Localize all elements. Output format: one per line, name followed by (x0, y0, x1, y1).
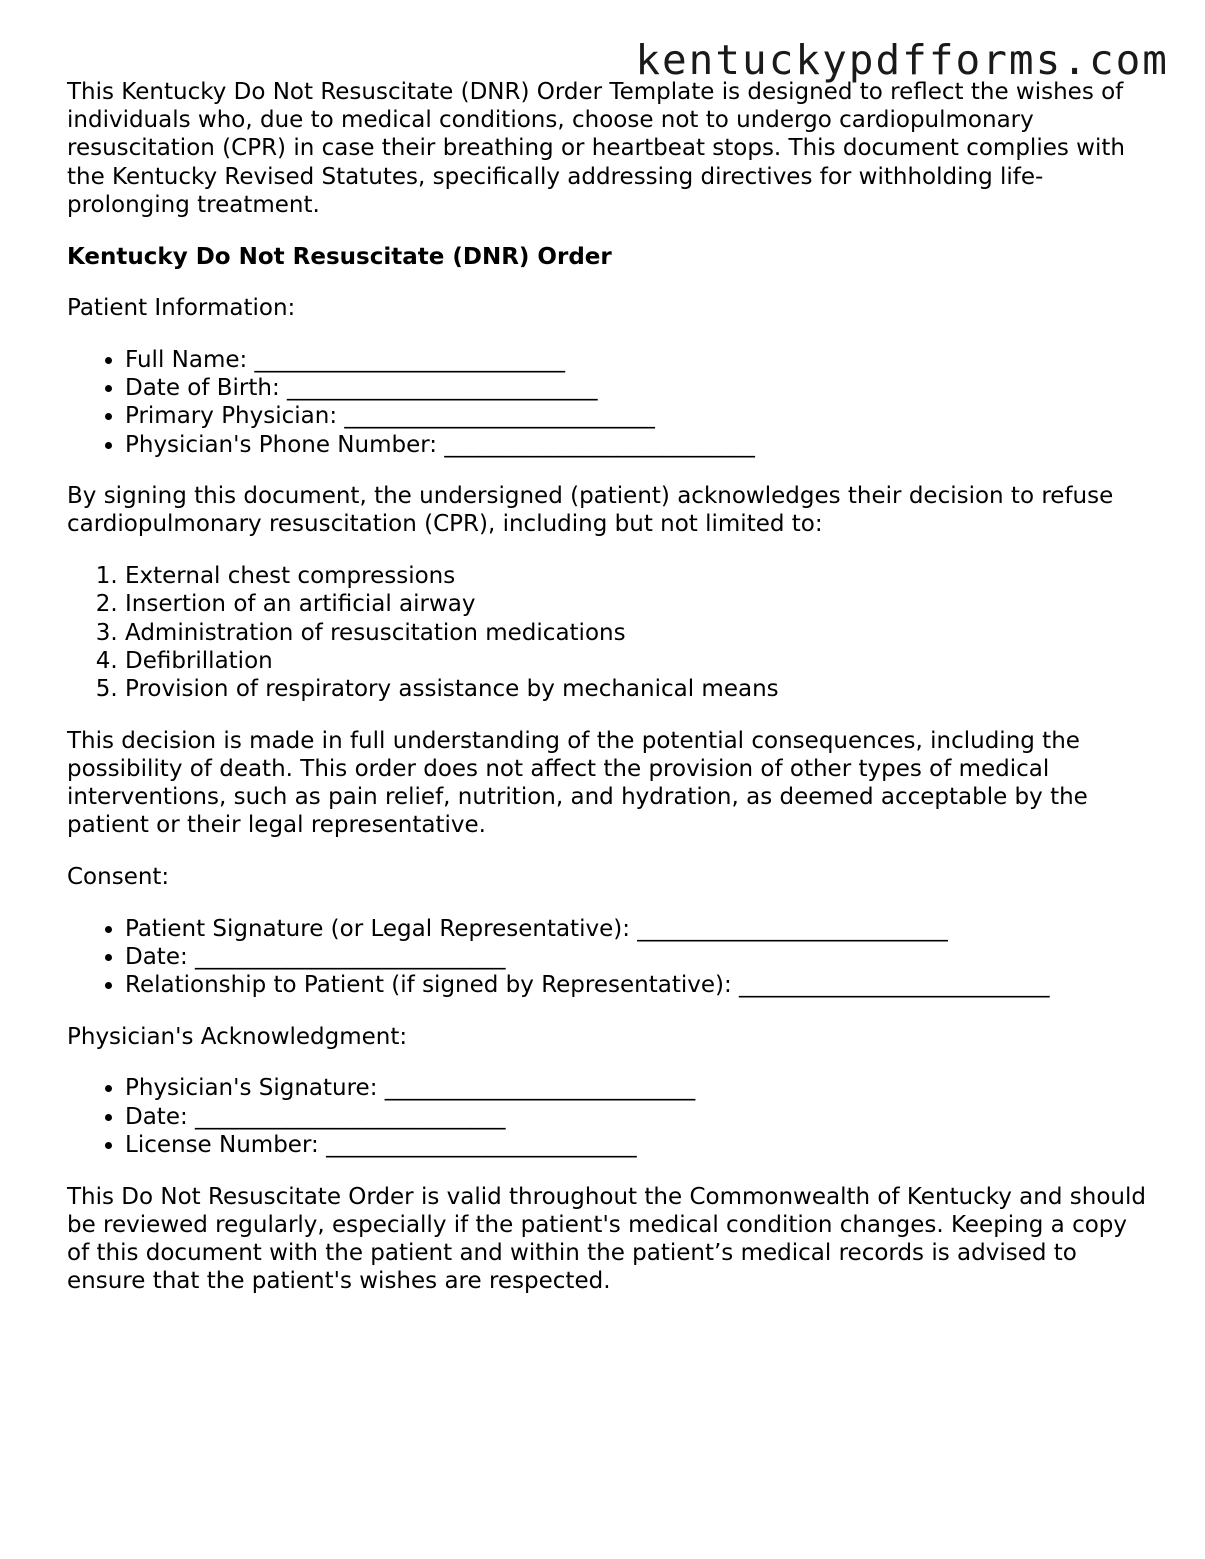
patient-info-label: Patient Information: (67, 295, 296, 322)
physician-ack-list (67, 1074, 1147, 1159)
document-title: Kentucky Do Not Resuscitate (DNR) Order (67, 243, 612, 270)
closing-paragraph: This Do Not Resuscitate Order is valid throughout the Commonwealth of Kentucky and should be reviewed regularly, especially if the patient's medical condition changes. Keeping a copy of this document with the patient and within the patient’s medical records is advised to ensure that the patient's wishes are respected. (67, 1183, 1146, 1295)
relationship-field[interactable]: • Relationship to Patient (if signed by Representative): ___________________________ (125, 971, 1147, 999)
consent-list (67, 915, 1147, 1000)
procedure-item: 1. External chest compressions (125, 562, 1147, 590)
physician-date-field[interactable]: • Date: ___________________________ (125, 1103, 1147, 1131)
procedure-item: 5. Provision of respiratory assistance by mechanical means (125, 675, 1147, 703)
full-name-field[interactable]: • Full Name: ___________________________ (125, 346, 1147, 374)
patient-info-list (67, 346, 1147, 459)
watermark: kentuckypdfforms.com (635, 36, 1169, 84)
acknowledgment-paragraph: By signing this document, the undersigned (patient) acknowledges their decision to refuse cardiopulmonary resuscitation (CPR), including but not limited to: (67, 483, 1114, 538)
physician-phone-field[interactable]: • Physician's Phone Number: ___________________________ (125, 431, 1147, 459)
patient-signature-field[interactable]: • Patient Signature (or Legal Representative): ___________________________ (125, 915, 1147, 943)
procedure-item: 3. Administration of resuscitation medications (125, 619, 1147, 647)
license-number-field[interactable]: • License Number: ___________________________ (125, 1131, 1147, 1159)
consent-date-field[interactable]: • Date: ___________________________ (125, 943, 1147, 971)
procedure-item: 4. Defibrillation (125, 647, 1147, 675)
intro-paragraph: This Kentucky Do Not Resuscitate (DNR) Order Template is designed to reflect the wishes of individuals who, due to medical conditions, choose not to undergo cardiopulmonary resuscitation (CPR) in case their breathing or heartbeat stops. This document complies with the Kentucky Revised Statutes, specifically addressing directives for withholding life-prolonging treatment. (67, 79, 1125, 218)
consent-label: Consent: (67, 863, 170, 890)
decision-paragraph: This decision is made in full understanding of the potential consequences, including the possibility of death. This order does not affect the provision of other types of medical interventions, such as pain relief, nutrition, and hydration, as deemed acceptable by the patient or their legal representative. (67, 727, 1088, 839)
primary-physician-field[interactable]: • Primary Physician: ___________________________ (125, 402, 1147, 430)
document-body (67, 78, 1147, 1319)
physician-ack-label: Physician's Acknowledgment: (67, 1023, 408, 1050)
physician-signature-field[interactable]: • Physician's Signature: ___________________________ (125, 1074, 1147, 1102)
procedures-list (67, 562, 1147, 703)
date-of-birth-field[interactable]: • Date of Birth: ___________________________ (125, 374, 1147, 402)
procedure-item: 2. Insertion of an artificial airway (125, 590, 1147, 618)
